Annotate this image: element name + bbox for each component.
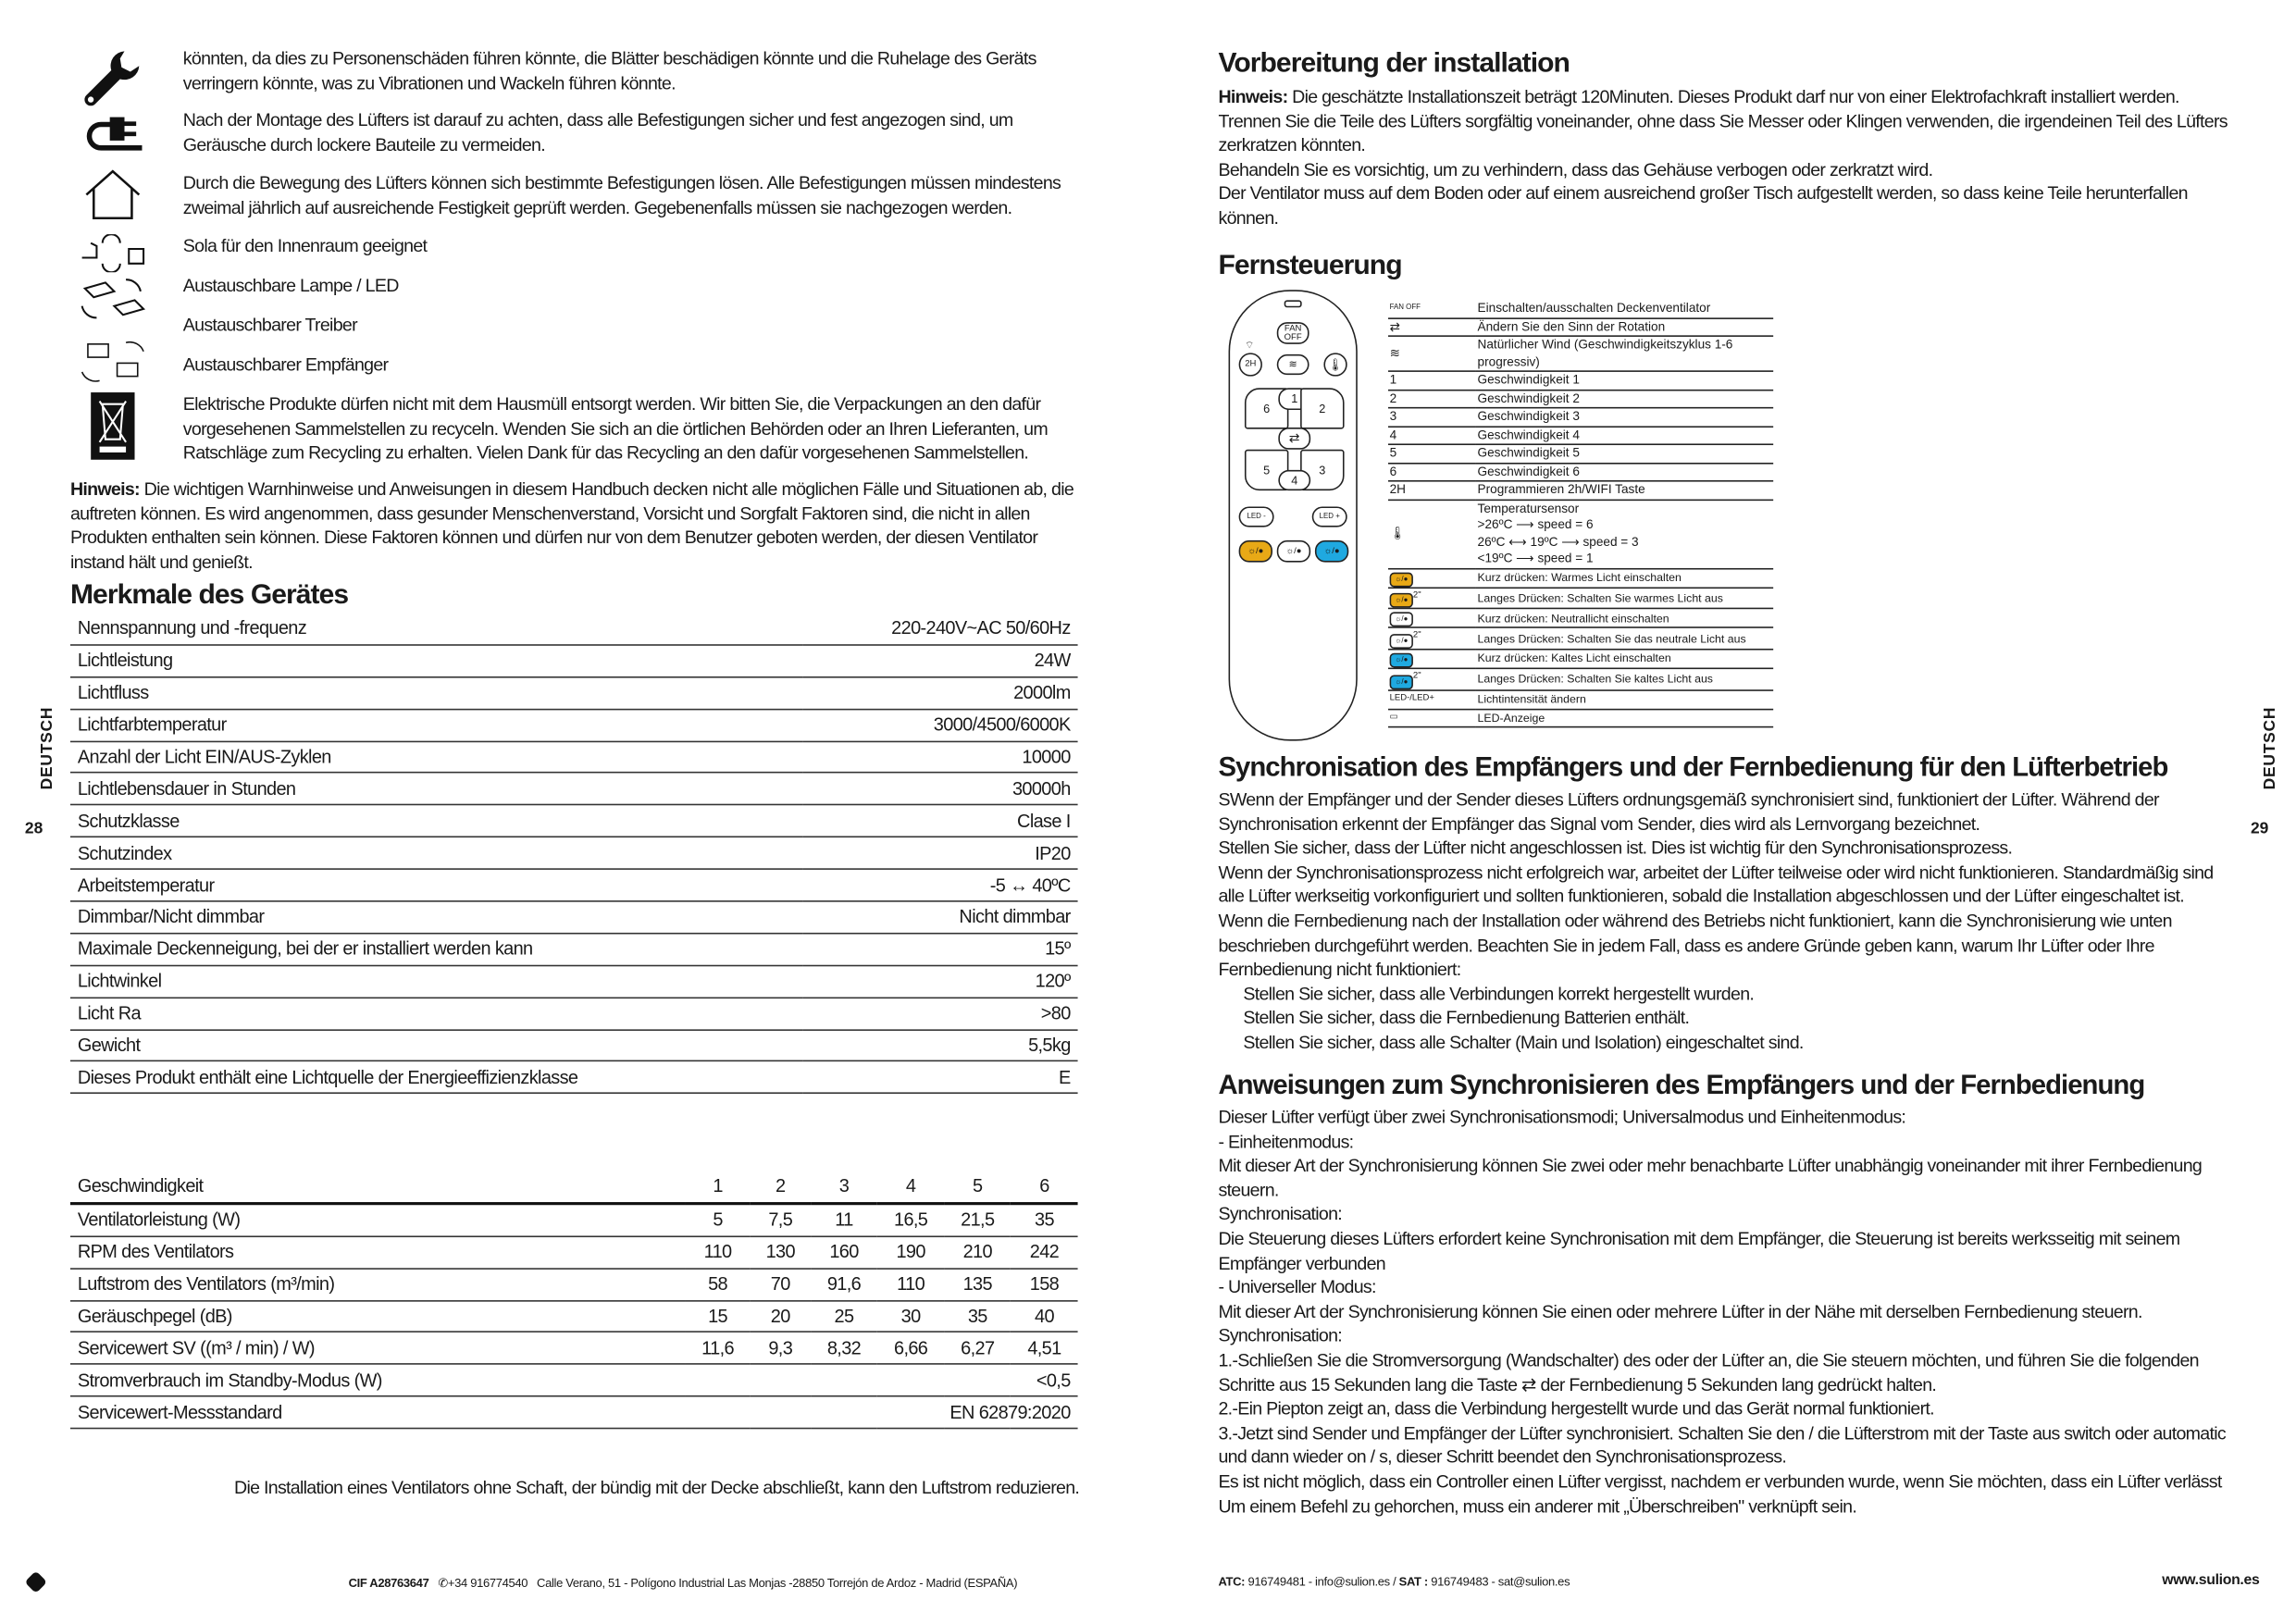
note-text: Die wichtigen Warnhinweise und Anweisungen in diesem Handbuch decken nicht alle möglichen Fälle und Situationen ab, die auftreten können. Es wird angenommen, dass gesunder Menschenverstand, Vorsicht und Sorgfalt Faktoren sind, die nicht in allen Produkten enthalten sein können. Diese Faktoren können und dürfen nur von dem Benutzer geboten werden, der diesen Ventilator instand hält und genießt. — [69, 478, 1074, 573]
reverse-rotation-button[interactable]: ⇄ — [1278, 428, 1310, 450]
remote-title: Fernsteuerung — [1218, 250, 1402, 281]
long-press-mark: 2" — [1412, 590, 1421, 600]
spec-row — [70, 645, 1078, 677]
instruction-line: - Einheitenmodus: — [1218, 1131, 1354, 1152]
light-row — [1388, 568, 1773, 588]
spec-label: Lichtlebensdauer in Stunden — [70, 773, 802, 805]
speed-cell: 135 — [944, 1269, 1011, 1301]
speed-cell: 30 — [877, 1300, 944, 1333]
note-paragraph — [70, 477, 1079, 575]
replaceable-receiver-icon — [76, 340, 149, 383]
spec-label: Dimmbar/Nicht dimmbar — [70, 901, 802, 934]
speed-cell: 7,5 — [751, 1203, 811, 1235]
speed-value: <0,5 — [686, 1364, 1078, 1396]
instruction-line: Synchronisation: — [1218, 1204, 1343, 1225]
footer-right — [1218, 1576, 1570, 1589]
remote-row — [1388, 300, 1773, 317]
spec-value: 5,5kg — [802, 1029, 1078, 1061]
light-row — [1388, 628, 1773, 651]
prep-line: Behandeln Sie es vorsichtig, um zu verhindern, dass das Gehäuse verbogen oder zerkratzt wird. — [1218, 159, 1933, 180]
spec-label: Lichtfluss — [70, 676, 802, 709]
temperature-row — [1388, 500, 1773, 568]
replaceable-lamp-icon — [76, 234, 149, 272]
spec-value: 3000/4500/6000K — [802, 709, 1078, 741]
sync-paragraph: Wenn der Synchronisationsprozess nicht erfolgreich war, arbeitet der Lüfter teilweise oder wird nicht funktionieren. Standardmäßig sind alle Lüfter werkseitig vorkonfiguriert und sollten funktionieren, sobald die Installation abgeschlossen und der Lüfter eingeschaltet ist. — [1218, 862, 2214, 908]
instructions-title: Anweisungen zum Synchronisieren des Empfängers und der Fernbedienung — [1218, 1069, 2145, 1100]
remote-functions-table — [1388, 300, 1773, 727]
spec-label: Nennspannung und -frequenz — [70, 614, 802, 645]
speed-label: Servicewert-Messstandard — [70, 1396, 686, 1429]
speed-label: Servicewert SV ((m³ / min) / W) — [70, 1333, 686, 1365]
speed-label: Geschwindigkeit — [70, 1172, 686, 1204]
speed-cell: 242 — [1011, 1236, 1077, 1269]
prep-section — [1218, 85, 2231, 231]
remote-desc: Geschwindigkeit 5 — [1476, 444, 1773, 463]
footer-phone: +34 916774540 — [447, 1577, 528, 1591]
paragraph-fastening: Nach der Montage des Lüfters ist darauf zu achten, dass alle Befestigungen sicher und fest angezogen sind, um Geräusche durch lockere Bauteile zu vermeiden. — [182, 109, 1013, 155]
speed-label: Stromverbrauch im Standby-Modus (W) — [70, 1364, 686, 1396]
spec-value: 120º — [802, 965, 1078, 998]
spec-value: E — [802, 1061, 1078, 1094]
instruction-line: Synchronisation: — [1218, 1325, 1343, 1346]
sync-bullet: Stellen Sie sicher, dass die Fernbedienung Batterien enthält. — [1243, 1008, 1690, 1029]
speed-6-button[interactable]: 6 — [1245, 388, 1288, 428]
remote-desc: Geschwindigkeit 3 — [1476, 408, 1773, 427]
prep-note-text: Die geschätzte Installationszeit beträgt 120Minuten. Dieses Produkt darf nur von einer Elektrofachkraft installiert werden. — [1287, 86, 2179, 107]
speed-row — [70, 1300, 1078, 1333]
plug-icon — [76, 113, 149, 156]
speed-cell: 5 — [686, 1203, 751, 1235]
speed-cell: 130 — [751, 1236, 811, 1269]
spec-row — [70, 676, 1078, 709]
instruction-line: Dieser Lüfter verfügt über zwei Synchronisationsmodi; Universalmodus und Einheitenmodus: — [1218, 1107, 1906, 1128]
sv-row — [70, 1333, 1078, 1365]
speed-cell: 9,3 — [751, 1333, 811, 1365]
remote-row — [1388, 444, 1773, 463]
spec-row — [70, 709, 1078, 741]
remote-desc: Geschwindigkeit 1 — [1476, 371, 1773, 390]
remote-key: ≋ — [1388, 336, 1476, 371]
speed-cell: 40 — [1011, 1300, 1077, 1333]
light-row — [1388, 650, 1773, 669]
light-row — [1388, 588, 1773, 610]
wifi-icon: ⌔ — [1244, 341, 1255, 352]
indicator-row-desc: LED-Anzeige — [1476, 709, 1773, 727]
speed-cell: 6,66 — [877, 1333, 944, 1365]
remote-row — [1388, 408, 1773, 427]
temperature-line: >26ºC ⟶ speed = 6 — [1477, 516, 1594, 532]
remote-control-illustration — [1229, 290, 1358, 740]
instruction-line: - Universeller Modus: — [1218, 1277, 1376, 1298]
light-desc: Langes Drücken: Schalten Sie warmes Licht aus — [1476, 588, 1773, 610]
replaceable-driver-label: Austauschbarer Treiber — [182, 315, 357, 336]
spec-row — [70, 998, 1078, 1030]
speed-cell: 58 — [686, 1269, 751, 1301]
replaceable-lamp-label: Austauschbare Lampe / LED — [182, 275, 399, 296]
spec-row — [70, 965, 1078, 998]
spec-value: 24W — [802, 645, 1078, 677]
speed-value: EN 62879:2020 — [686, 1396, 1078, 1429]
speed-cell: 91,6 — [811, 1269, 877, 1301]
spec-value: Nicht dimmbar — [802, 901, 1078, 934]
light-button-icon: ☼/● — [1390, 572, 1413, 587]
footer-atc: 916749481 - info@sulion.es / — [1245, 1575, 1399, 1589]
light-desc: Langes Drücken: Schalten Sie das neutrale Licht aus — [1476, 628, 1773, 651]
speed-cell: 1 — [686, 1172, 751, 1204]
remote-key: 2 — [1388, 390, 1476, 408]
sync-bullet: Stellen Sie sicher, dass alle Verbindungen korrekt hergestellt wurden. — [1243, 983, 1755, 1005]
warm-light-button[interactable]: ☼/● — [1239, 540, 1272, 563]
remote-desc: Ändern Sie den Sinn der Rotation — [1476, 317, 1773, 336]
instruction-line: Mit dieser Art der Synchronisierung können Sie einen oder mehrere Lüfter in der Nähe mit derselben Fernbedienung steuern. — [1218, 1301, 2142, 1322]
spec-label: Schutzklasse — [70, 805, 802, 837]
light-key — [1388, 628, 1476, 651]
spec-row — [70, 773, 1078, 805]
paragraph-recycling: Elektrische Produkte dürfen nicht mit dem Hausmüll entsorgt werden. Wir bitten Sie, die Verpackungen an den dafür vorgesehenen Sammelstellen zu recyceln. Wenden Sie sich an die örtlichen Behörden oder an Ihren Lieferanten, um Ratschläge zum Recycling zu erhalten. Vielen Dank für das Recycling an den dafür vorgesehenen Sammelstellen. — [182, 393, 1048, 464]
fan-off-button[interactable]: FAN OFF — [1277, 322, 1309, 344]
remote-row — [1388, 371, 1773, 390]
2h-button[interactable]: 2H — [1239, 353, 1262, 376]
footer-cif: CIF A28763647 — [348, 1577, 429, 1591]
spec-label: Dieses Produkt enthält eine Lichtquelle der Energieeffizienzklasse — [70, 1061, 802, 1094]
weee-disposal-icon — [76, 392, 149, 460]
instruction-line: Es ist nicht möglich, dass ein Controller einen Lüfter vergisst, nachdem er verbunden wurde, wenn Sie möchten, dass ein Lüfter verlässt Um einem Befehl zu gehorchen, muss ein anderer mit „Überschreiben" verknüpft sein. — [1218, 1471, 2222, 1517]
speed-row — [70, 1236, 1078, 1269]
speed-cell: 21,5 — [944, 1203, 1011, 1235]
footer-address: Calle Verano, 51 - Polígono Industrial Las Monjas -28850 Torrejón de Ardoz - Madrid (ESPAÑA) — [537, 1577, 1018, 1591]
replaceable-driver-icon — [76, 277, 149, 320]
speed-cell: 11,6 — [686, 1333, 751, 1365]
speed-label: RPM des Ventilators — [70, 1236, 686, 1269]
side-language-label-right: DEUTSCH — [2261, 706, 2279, 790]
footer-atc-label: ATC: — [1218, 1575, 1246, 1589]
sync-bullet: Stellen Sie sicher, dass alle Schalter (Main und Isolation) eingeschaltet sind. — [1243, 1032, 1804, 1053]
light-desc: Kurz drücken: Kaltes Licht einschalten — [1476, 650, 1773, 669]
speed-wide-row — [70, 1396, 1078, 1429]
spec-row — [70, 869, 1078, 901]
instruction-line: 2.-Ein Piepton zeigt an, dass die Verbindung hergestellt wurde und das Gerät normal funktioniert. — [1218, 1398, 1934, 1419]
speed-cell: 5 — [944, 1172, 1011, 1204]
light-key — [1388, 568, 1476, 588]
prep-line: Der Ventilator muss auf dem Boden oder auf einem ausreichend großer Tisch aufgestellt werden, so dass keine Teile herunterfallen können. — [1218, 183, 2188, 229]
light-desc: Kurz drücken: Warmes Licht einschalten — [1476, 568, 1773, 588]
features-title: Merkmale des Gerätes — [69, 579, 349, 611]
cold-light-button[interactable]: ☼/● — [1315, 540, 1348, 563]
remote-key: 5 — [1388, 444, 1476, 463]
speed-cell: 20 — [751, 1300, 811, 1333]
remote-desc: Geschwindigkeit 6 — [1476, 463, 1773, 481]
speed-4-button[interactable]: 4 — [1278, 470, 1310, 490]
remote-key: 4 — [1388, 426, 1476, 444]
sync-paragraph: Stellen Sie sicher, dass der Lüfter nicht angeschlossen ist. Dies ist wichtig für den Synchronisationsprozess. — [1218, 837, 2013, 859]
speed-row — [70, 1203, 1078, 1235]
note-label: Hinweis: — [69, 478, 140, 500]
remote-desc: Natürlicher Wind (Geschwindigkeitszyklus 1-6 progressiv) — [1476, 336, 1773, 371]
speed-cell: 4,51 — [1011, 1333, 1077, 1365]
speed-cell: 25 — [811, 1300, 877, 1333]
wrench-icon — [76, 48, 149, 109]
remote-key: 6 — [1388, 463, 1476, 481]
remote-row — [1388, 390, 1773, 408]
led-plus-button[interactable]: LED + — [1312, 506, 1347, 527]
specs-table — [70, 614, 1078, 1095]
temperature-line: 26ºC ⟷ 19ºC ⟶ speed = 3 — [1477, 533, 1639, 549]
remote-row — [1388, 336, 1773, 371]
footer-left — [349, 1576, 1018, 1591]
light-button-icon: ☼/● — [1390, 676, 1413, 690]
sync-title: Synchronisation des Empfängers und der Fernbedienung für den Lüfterbetrieb — [1218, 750, 2168, 782]
sync-section — [1218, 787, 2231, 1055]
speed-label: Luftstrom des Ventilators (m³/min) — [70, 1269, 686, 1301]
remote-key: 3 — [1388, 408, 1476, 427]
spec-value: 15º — [802, 934, 1078, 966]
spec-value: >80 — [802, 998, 1078, 1030]
speed-3-button[interactable]: 3 — [1300, 450, 1344, 490]
speed-cell: 35 — [944, 1300, 1011, 1333]
speed-cell: 4 — [877, 1172, 944, 1204]
light-key — [1388, 588, 1476, 610]
side-language-label-left: DEUTSCH — [38, 706, 56, 790]
light-key — [1388, 669, 1476, 691]
speed-cell: 15 — [686, 1300, 751, 1333]
speed-cell: 110 — [686, 1236, 751, 1269]
spec-row — [70, 1061, 1078, 1094]
speed-cell: 6 — [1011, 1172, 1077, 1204]
spec-value: 30000h — [802, 773, 1078, 805]
light-button-icon: ☼/● — [1390, 593, 1413, 608]
spec-value: Clase I — [802, 805, 1078, 837]
led-indicator-icon — [1285, 300, 1302, 307]
spec-row — [70, 1029, 1078, 1061]
light-row — [1388, 669, 1773, 691]
light-row — [1388, 609, 1773, 628]
instruction-line: 3.-Jetzt sind Sender und Empfänger der Lüfter synchronisiert. Schalten Sie den / die Lüfterstrom mit der Taste aus switch oder automatic und dann wieder on / s, dieser Schritt beendet den Synchronisationsprozess. — [1218, 1422, 2226, 1468]
spec-label: Lichtleistung — [70, 645, 802, 677]
speed-row — [70, 1269, 1078, 1301]
sync-paragraph: Wenn die Fernbedienung nach der Installation oder während des Betriebs nicht funktioniert, kann die Synchronisierung wie unten beschrieben durchgeführt werden. Beachten Sie in jedem Fall, dass es andere Gründe geben kann, warum Ihr Lüfter oder Ihre Fernbedienung nicht funktioniert: — [1218, 911, 2172, 980]
instruction-line: Die Steuerung dieses Lüfters erfordert keine Synchronisation mit dem Empfänger, die Steuerung ist bereits werksseitig mit seinem Empfänger verbunden — [1218, 1228, 2180, 1273]
footer-sat-label: SAT : — [1398, 1575, 1428, 1589]
light-button-icon: ☼/● — [1390, 653, 1413, 668]
speed-cell: 35 — [1011, 1203, 1077, 1235]
speed-cell: 70 — [751, 1269, 811, 1301]
spec-row — [70, 837, 1078, 870]
led-minus-button[interactable]: LED - — [1239, 506, 1274, 527]
instruction-line: Mit dieser Art der Synchronisierung können Sie zwei oder mehr benachbarte Lüfter unabhängig voneinander mit ihrer Fernbedienung steuern. — [1218, 1155, 2203, 1201]
speed-5-button[interactable]: 5 — [1245, 450, 1288, 490]
temperature-desc — [1476, 500, 1773, 568]
spec-label: Arbeitstemperatur — [70, 869, 802, 901]
instructions-section — [1218, 1106, 2231, 1519]
remote-key: FAN OFF — [1388, 300, 1476, 317]
paragraph-fastening-check: Durch die Bewegung des Lüfters können sich bestimmte Befestigungen lösen. Alle Befestigungen müssen mindestens zweimal jährlich auf ausreichende Festigkeit geprüft werden. Gegebenenfalls müssen sie nachgezogen werden. — [182, 172, 1061, 218]
remote-row — [1388, 426, 1773, 444]
indicator-row-key: ▭ — [1388, 709, 1476, 727]
paragraph-blade-warning: könnten, da dies zu Personenschäden führen könnte, die Blätter beschädigen könnte und die Ruhelage des Geräts verringern könnte, was zu Vibrationen und Wackeln führen könnte. — [182, 48, 1036, 93]
light-desc: Langes Drücken: Schalten Sie kaltes Licht aus — [1476, 669, 1773, 691]
spec-value: 220-240V~AC 50/60Hz — [802, 614, 1078, 645]
led-row-key: LED-/LED+ — [1388, 690, 1476, 709]
remote-desc: Programmieren 2h/WIFI Taste — [1476, 481, 1773, 500]
temperature-line: <19ºC ⟶ speed = 1 — [1477, 550, 1594, 565]
brand-logo-icon — [24, 1570, 47, 1593]
prep-note-label: Hinweis: — [1218, 86, 1288, 107]
remote-key: 1 — [1388, 371, 1476, 390]
speed-label: Ventilatorleistung (W) — [70, 1203, 686, 1235]
long-press-mark: 2" — [1412, 672, 1421, 682]
speed-cell: 3 — [811, 1172, 877, 1204]
remote-key: 2H — [1388, 481, 1476, 500]
remote-desc: Geschwindigkeit 2 — [1476, 390, 1773, 408]
remote-row — [1388, 481, 1773, 500]
light-button-icon: ☼/● — [1390, 634, 1413, 649]
spec-value: IP20 — [802, 837, 1078, 870]
spec-label: Maximale Deckenneigung, bei der er installiert werden kann — [70, 934, 802, 966]
spec-value: 10000 — [802, 741, 1078, 774]
spec-row — [70, 805, 1078, 837]
temperature-sensor-button[interactable]: 🌡 — [1323, 353, 1347, 376]
install-note: Die Installation eines Ventilators ohne Schaft, der bündig mit der Decke abschließt, kann den Luftstrom reduzieren. — [234, 1477, 1080, 1498]
remote-row — [1388, 317, 1773, 336]
light-button-icon: ☼/● — [1390, 613, 1413, 627]
speed-cell: 110 — [877, 1269, 944, 1301]
speed-2-button[interactable]: 2 — [1300, 388, 1344, 428]
light-key — [1388, 650, 1476, 669]
speed-cell: 190 — [877, 1236, 944, 1269]
spec-label: Lichtwinkel — [70, 965, 802, 998]
spec-row — [70, 901, 1078, 934]
spec-label: Licht Ra — [70, 998, 802, 1030]
long-press-mark: 2" — [1412, 631, 1421, 641]
spec-value: -5 ↔ 40ºC — [802, 869, 1078, 901]
spec-value: 2000lm — [802, 676, 1078, 709]
instruction-line: 1.-Schließen Sie die Stromversorgung (Wandschalter) des oder der Lüfter an, die Sie steuern möchten, und führen Sie die folgenden Schritte aus 15 Sekunden lang die Taste ⇄ der Fernbedienung 5 Sekunden lang gedrückt halten. — [1218, 1349, 2199, 1395]
prep-line: Trennen Sie die Teile des Lüfters sorgfältig voneinander, ohne dass Sie Messer oder Klingen verwenden, die irgendeinen Teil des Lüfters zerkratzen könnten. — [1218, 110, 2228, 156]
thermometer-icon: 🌡 — [1388, 500, 1476, 568]
spec-row — [70, 614, 1078, 645]
page-number-right: 29 — [2250, 820, 2269, 838]
indoor-house-icon — [76, 170, 149, 220]
speed-cell: 158 — [1011, 1269, 1077, 1301]
replaceable-receiver-label: Austauschbarer Empfänger — [182, 353, 389, 376]
temperature-line: Temperatursensor — [1477, 500, 1580, 515]
speed-header-row — [70, 1172, 1078, 1204]
speed-cell: 8,32 — [811, 1333, 877, 1365]
spec-label: Lichtfarbtemperatur — [70, 709, 802, 741]
spec-row — [70, 741, 1078, 774]
indicator-row — [1388, 709, 1773, 727]
speed-cell: 160 — [811, 1236, 877, 1269]
speed-table — [70, 1172, 1078, 1430]
indoor-use-label: Sola für den Innenraum geeignet — [182, 235, 428, 256]
light-key — [1388, 609, 1476, 628]
page-number-left: 28 — [24, 820, 43, 838]
phone-icon: ✆ — [438, 1577, 448, 1591]
speed-cell: 11 — [811, 1203, 877, 1235]
led-row-desc: Lichtintensität ändern — [1476, 690, 1773, 709]
led-row — [1388, 690, 1773, 709]
spec-label: Anzahl der Licht EIN/AUS-Zyklen — [70, 741, 802, 774]
footer-sat: 916749483 - sat@sulion.es — [1427, 1575, 1570, 1589]
remote-desc: Geschwindigkeit 4 — [1476, 426, 1773, 444]
speed-cell: 16,5 — [877, 1203, 944, 1235]
speed-cell: 210 — [944, 1236, 1011, 1269]
sync-paragraph: SWenn der Empfänger und der Sender dieses Lüfters ordnungsgemäß synchronisiert sind, funktioniert der Lüfter. Während der Synchronisation erkennt der Empfänger das Signal vom Sender, dies wird als Lernvorgang bezeichnet. — [1218, 788, 2159, 835]
speed-wide-row — [70, 1364, 1078, 1396]
speed-cell: 6,27 — [944, 1333, 1011, 1365]
remote-row — [1388, 463, 1773, 481]
spec-label: Schutzindex — [70, 837, 802, 870]
spec-label: Gewicht — [70, 1029, 802, 1061]
speed-1-button[interactable]: 1 — [1278, 388, 1310, 410]
natural-wind-button[interactable]: ≋ — [1277, 354, 1309, 375]
speed-label: Geräuschpegel (dB) — [70, 1300, 686, 1333]
prep-title: Vorbereitung der installation — [1218, 48, 1570, 80]
speed-cell: 2 — [751, 1172, 811, 1204]
remote-desc: Einschalten/ausschalten Deckenventilator — [1476, 300, 1773, 317]
neutral-light-button[interactable]: ☼/● — [1277, 540, 1310, 563]
website-link[interactable]: www.sulion.es — [2162, 1572, 2260, 1589]
spec-row — [70, 934, 1078, 966]
light-desc: Kurz drücken: Neutrallicht einschalten — [1476, 609, 1773, 628]
remote-key: ⇄ — [1388, 317, 1476, 336]
